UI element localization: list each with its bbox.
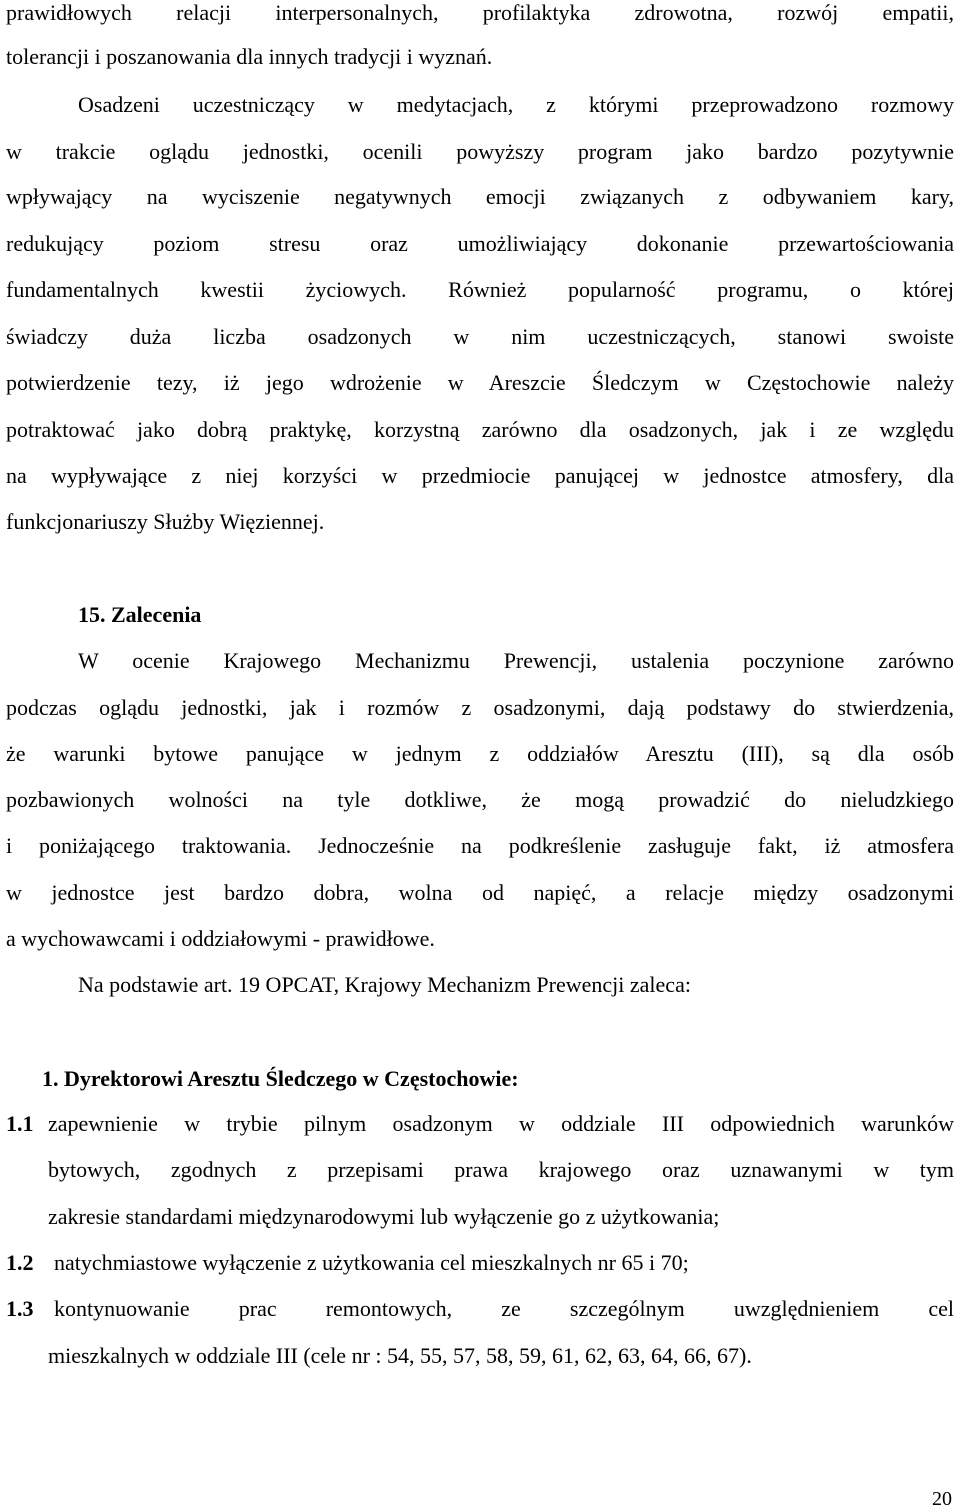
item-number: 1.3 [6, 1296, 34, 1321]
paragraph-line: prawidłowych relacji interpersonalnych, profilaktyka zdrowotna, rozwój empatii, [6, 0, 954, 25]
paragraph-line: i poniżającego traktowania. Jednocześnie na podkreślenie zasługuje fakt, iż atmosfera [6, 833, 954, 858]
section-number: 15. [78, 602, 106, 627]
paragraph-line: potwierdzenie tezy, iż jego wdrożenie w Areszcie Śledczym w Częstochowie należy [6, 370, 954, 395]
page-number: 20 [932, 1488, 952, 1510]
paragraph-line: podczas oglądu jednostki, jak i rozmów z osadzonymi, dają podstawy do stwierdzenia, [6, 695, 954, 720]
paragraph-line: świadczy duża liczba osadzonych w nim uczestniczących, stanowi swoiste [6, 324, 954, 349]
item-text-line: kontynuowanie prac remontowych, ze szczególnym uwzględnieniem cel [54, 1296, 954, 1321]
paragraph-line: w trakcie oglądu jednostki, ocenili powyższy program jako bardzo pozytywnie [6, 139, 954, 164]
section-title: Zalecenia [111, 602, 202, 627]
paragraph-line: tolerancji i poszanowania dla innych tradycji i wyznań. [6, 44, 493, 69]
paragraph-line: a wychowawcami i oddziałowymi - prawidłowe. [6, 926, 435, 951]
paragraph-line: W ocenie Krajowego Mechanizmu Prewencji, ustalenia poczynione zarówno [78, 648, 954, 673]
section-heading [78, 602, 954, 628]
paragraph-line: redukujący poziom stresu oraz umożliwiający dokonanie przewartościowania [6, 231, 954, 256]
paragraph-line: wpływający na wyciszenie negatywnych emocji związanych z odbywaniem kary, [6, 184, 954, 209]
paragraph-line: funkcjonariuszy Służby Więziennej. [6, 509, 325, 534]
item-text-line: zapewnienie w trybie pilnym osadzonym w oddziale III odpowiednich warunków [48, 1111, 954, 1136]
paragraph-line: Na podstawie art. 19 OPCAT, Krajowy Mechanizm Prewencji zaleca: [78, 972, 691, 997]
item-number: 1.2 [6, 1250, 34, 1275]
paragraph-line: potraktować jako dobrą praktykę, korzystną zarówno dla osadzonych, jak i ze względu [6, 417, 954, 442]
paragraph-line: na wypływające z niej korzyści w przedmiocie panującej w jednostce atmosfery, dla [6, 463, 954, 488]
item-text-line: zakresie standardami międzynarodowymi lub wyłączenie go z użytkowania; [48, 1204, 720, 1229]
paragraph-line: w jednostce jest bardzo dobra, wolna od napięć, a relacje między osadzonymi [6, 880, 954, 905]
item-text-line: mieszkalnych w oddziale III (cele nr : 54, 55, 57, 58, 59, 61, 62, 63, 64, 66, 67). [48, 1343, 752, 1368]
item-text-line: bytowych, zgodnych z przepisami prawa krajowego oraz uznawanymi w tym [48, 1157, 954, 1182]
paragraph-line: że warunki bytowe panujące w jednym z oddziałów Aresztu (III), są dla osób [6, 741, 954, 766]
item-number: 1.1 [6, 1111, 34, 1136]
paragraph-line: pozbawionych wolności na tyle dotkliwe, że mogą prowadzić do nieludzkiego [6, 787, 954, 812]
paragraph-line: fundamentalnych kwestii życiowych. Również popularność programu, o której [6, 277, 954, 302]
paragraph-line: Osadzeni uczestniczący w medytacjach, z którymi przeprowadzono rozmowy [78, 92, 954, 117]
item-text-line: natychmiastowe wyłączenie z użytkowania cel mieszkalnych nr 65 i 70; [54, 1250, 689, 1275]
recommendation-heading: 1. Dyrektorowi Aresztu Śledczego w Częstochowie: [42, 1066, 519, 1091]
